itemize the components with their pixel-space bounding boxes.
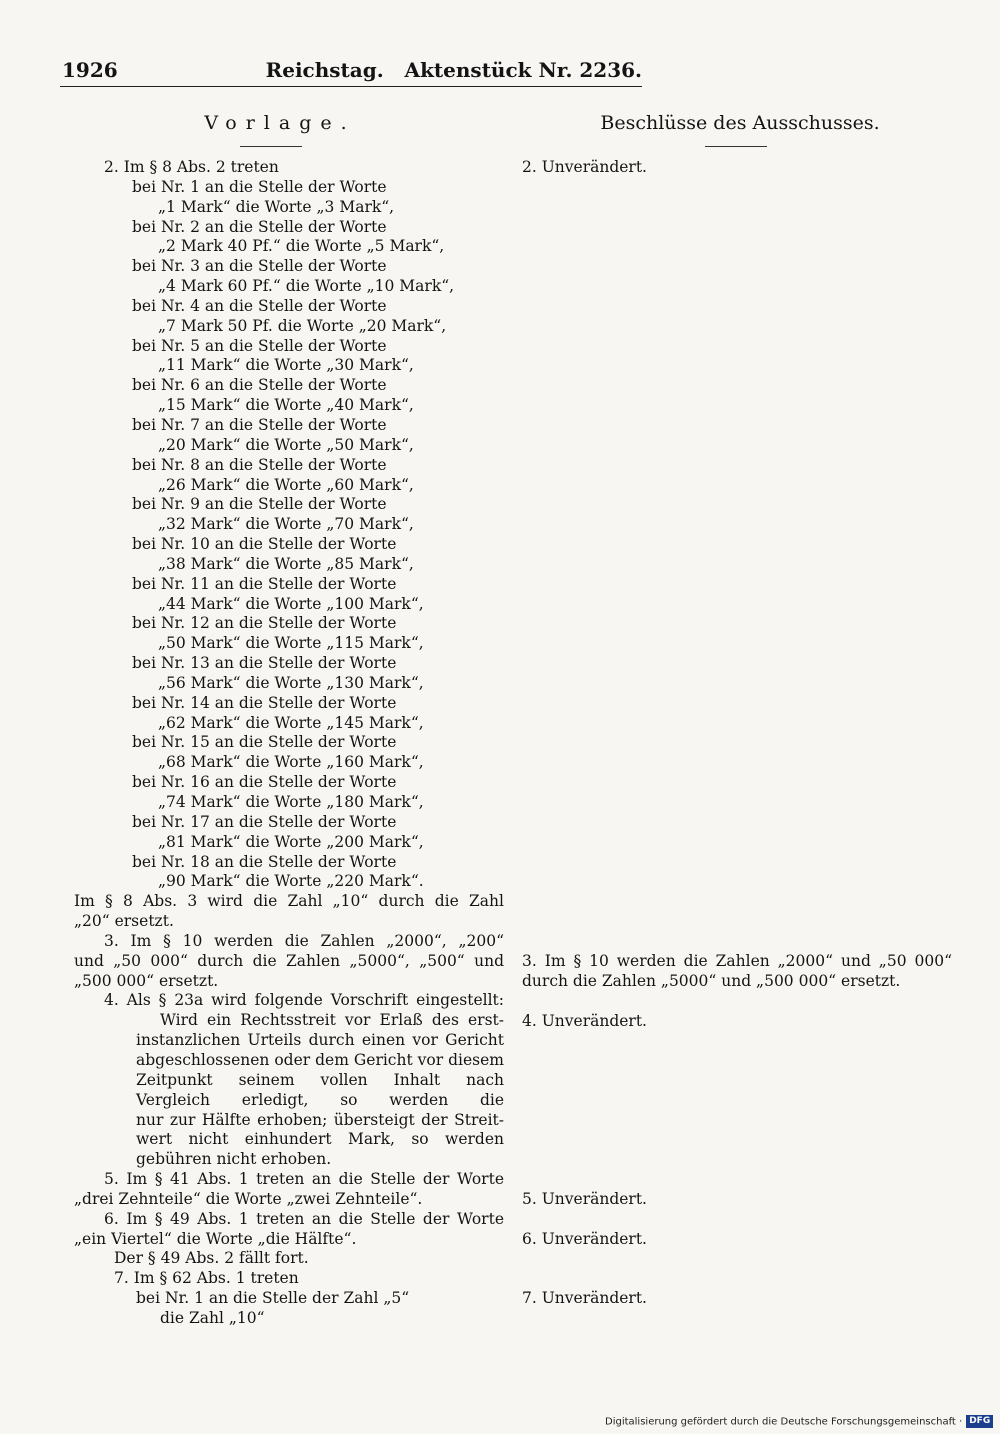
- text-line: instanzlichen Urteils durch einen vor Gericht: [136, 1031, 504, 1050]
- text-line: bei Nr. 4 an die Stelle der Worte: [132, 296, 387, 315]
- text-line: Vergleich erledigt, so werden die: [136, 1090, 504, 1109]
- text-line: „7 Mark 50 Pf. die Worte „20 Mark“,: [158, 316, 447, 335]
- text-line: 3. Im § 10 werden die Zahlen „2000“ und „50 000“: [522, 952, 952, 970]
- text-line: 2. Im § 8 Abs. 2 treten: [104, 158, 279, 176]
- text-line: „90 Mark“ die Worte „220 Mark“.: [158, 872, 424, 891]
- text-line: „15 Mark“ die Worte „40 Mark“,: [158, 396, 414, 415]
- text-line: 7. Unverändert.: [522, 1289, 647, 1308]
- text-line: Zeitpunkt seinem vollen Inhalt nach: [136, 1070, 504, 1089]
- text-line: bei Nr. 1 an die Stelle der Zahl „5“: [136, 1289, 410, 1308]
- text-line: „62 Mark“ die Worte „145 Mark“,: [158, 713, 424, 732]
- text-line: „50 Mark“ die Worte „115 Mark“,: [158, 634, 424, 653]
- right-column-heading: Beschlüsse des Ausschusses.: [600, 112, 880, 134]
- text-line: „56 Mark“ die Worte „130 Mark“,: [158, 673, 424, 692]
- page-header: [62, 58, 642, 88]
- text-line: „ein Viertel“ die Worte „die Hälfte“.: [74, 1229, 357, 1248]
- text-line: bei Nr. 2 an die Stelle der Worte: [132, 217, 387, 236]
- left-heading-rule: [240, 146, 302, 147]
- text-line: „500 000“ ersetzt.: [74, 971, 219, 990]
- text-line: 6. Im § 49 Abs. 1 treten an die Stelle der Worte: [104, 1209, 504, 1228]
- text-line: bei Nr. 16 an die Stelle der Worte: [132, 773, 397, 792]
- running-title: Reichstag. Aktenstück Nr. 2236.: [265, 58, 642, 82]
- text-line: „81 Mark“ die Worte „200 Mark“,: [158, 832, 424, 851]
- page-number: 1926: [62, 58, 118, 82]
- text-line: bei Nr. 3 an die Stelle der Worte: [132, 257, 387, 276]
- text-line: „1 Mark“ die Worte „3 Mark“,: [158, 197, 395, 216]
- text-line: durch die Zahlen „5000“ und „500 000“ ersetzt.: [522, 971, 901, 990]
- text-line: „44 Mark“ die Worte „100 Mark“,: [158, 594, 424, 613]
- text-line: abgeschlossenen oder dem Gericht vor diesem: [136, 1050, 504, 1069]
- text-line: 2. Unverändert.: [522, 158, 647, 176]
- right-heading-rule: [705, 146, 767, 147]
- text-line: bei Nr. 1 an die Stelle der Worte: [132, 177, 387, 196]
- text-line: „74 Mark“ die Worte „180 Mark“,: [158, 793, 424, 811]
- text-line: bei Nr. 17 an die Stelle der Worte: [132, 812, 397, 831]
- digitization-text: Digitalisierung gefördert durch die Deutsche Forschungsgemeinschaft ·: [605, 1416, 963, 1428]
- text-line: wert nicht einhundert Mark, so werden: [136, 1130, 504, 1149]
- header-rule: [60, 86, 642, 87]
- text-line: bei Nr. 12 an die Stelle der Worte: [132, 614, 397, 633]
- text-line: Der § 49 Abs. 2 fällt fort.: [114, 1249, 309, 1268]
- text-line: „drei Zehnteile“ die Worte „zwei Zehnteile“.: [74, 1189, 423, 1208]
- text-line: 6. Unverändert.: [522, 1229, 647, 1248]
- text-line: 4. Als § 23a wird folgende Vorschrift eingestellt:: [104, 991, 504, 1010]
- dfg-logo: DFG: [966, 1415, 993, 1428]
- text-line: bei Nr. 13 an die Stelle der Worte: [132, 654, 397, 673]
- text-line: 5. Im § 41 Abs. 1 treten an die Stelle der Worte: [104, 1170, 504, 1189]
- left-column-heading: Vorlage.: [204, 112, 356, 134]
- text-line: „4 Mark 60 Pf.“ die Worte „10 Mark“,: [158, 277, 455, 296]
- text-line: bei Nr. 15 an die Stelle der Worte: [132, 733, 397, 752]
- text-line: bei Nr. 6 an die Stelle der Worte: [132, 376, 387, 395]
- text-line: bei Nr. 10 an die Stelle der Worte: [132, 535, 397, 554]
- text-line: und „50 000“ durch die Zahlen „5000“, „500“ und: [74, 951, 504, 970]
- text-line: „20 Mark“ die Worte „50 Mark“,: [158, 435, 414, 454]
- text-line: die Zahl „10“: [160, 1308, 265, 1327]
- text-line: „11 Mark“ die Worte „30 Mark“,: [158, 356, 414, 375]
- digitization-note: [605, 1415, 991, 1431]
- text-line: bei Nr. 14 an die Stelle der Worte: [132, 693, 397, 712]
- text-line: „26 Mark“ die Worte „60 Mark“,: [158, 475, 414, 494]
- text-line: 3. Im § 10 werden die Zahlen „2000“, „200“: [104, 931, 504, 950]
- text-line: 4. Unverändert.: [522, 1011, 647, 1030]
- text-line: „32 Mark“ die Worte „70 Mark“,: [158, 515, 414, 534]
- text-line: bei Nr. 7 an die Stelle der Worte: [132, 415, 387, 434]
- text-line: nur zur Hälfte erhoben; übersteigt der Streit-: [136, 1110, 504, 1129]
- text-line: 7. Im § 62 Abs. 1 treten: [114, 1269, 299, 1288]
- vorlage-column: [74, 158, 504, 1329]
- text-line: „68 Mark“ die Worte „160 Mark“,: [158, 753, 424, 772]
- text-line: bei Nr. 8 an die Stelle der Worte: [132, 455, 387, 474]
- text-line: „20“ ersetzt.: [74, 912, 174, 931]
- text-line: bei Nr. 5 an die Stelle der Worte: [132, 336, 387, 355]
- text-line: 5. Unverändert.: [522, 1190, 647, 1209]
- text-line: bei Nr. 9 an die Stelle der Worte: [132, 495, 387, 514]
- text-line: bei Nr. 11 an die Stelle der Worte: [132, 574, 397, 593]
- text-line: bei Nr. 18 an die Stelle der Worte: [132, 852, 397, 871]
- text-line: Im § 8 Abs. 3 wird die Zahl „10“ durch die Zahl: [74, 892, 504, 911]
- text-line: „38 Mark“ die Worte „85 Mark“,: [158, 554, 414, 573]
- text-line: gebühren nicht erhoben.: [136, 1150, 332, 1169]
- text-line: „2 Mark 40 Pf.“ die Worte „5 Mark“,: [158, 237, 445, 256]
- text-line: Wird ein Rechtsstreit vor Erlaß des erst-: [160, 1011, 504, 1030]
